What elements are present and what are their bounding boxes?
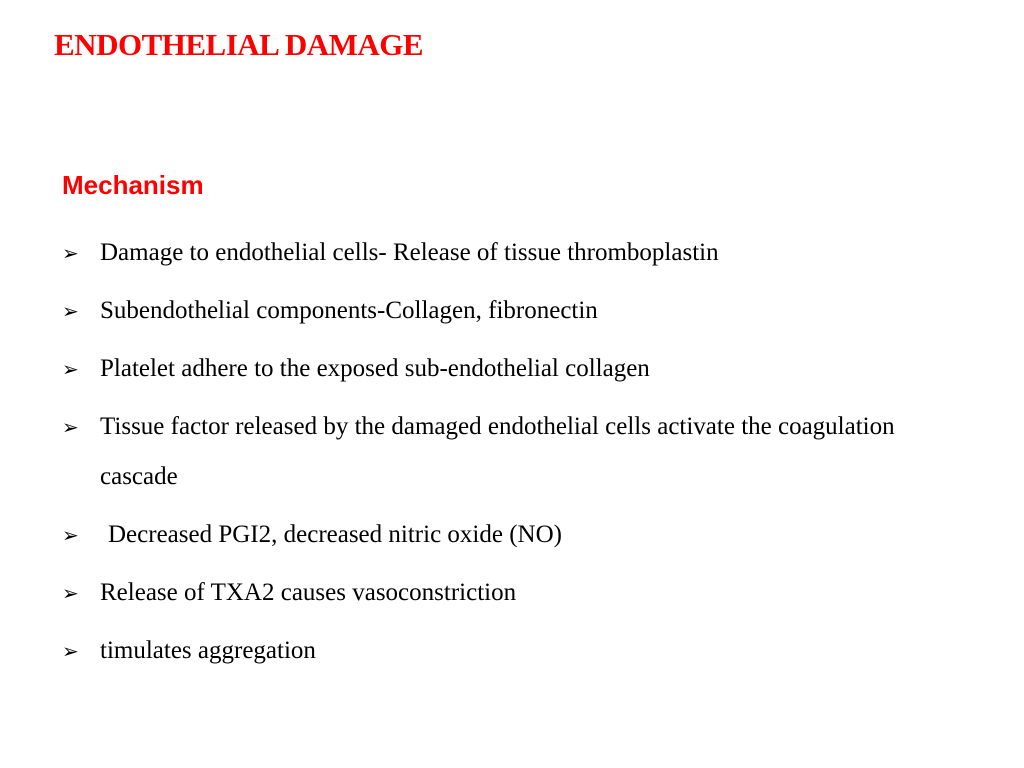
arrow-bullet-icon: ➢ bbox=[62, 581, 79, 605]
section-heading-mechanism: Mechanism bbox=[62, 170, 204, 200]
bullet-text: Subendothelial components-Collagen, fibronectin bbox=[100, 297, 598, 324]
arrow-bullet-icon: ➢ bbox=[62, 523, 79, 547]
bullet-item bbox=[62, 228, 962, 278]
bullet-text: Tissue factor released by the damaged endothelial cells activate the coagulation cascade bbox=[100, 413, 895, 490]
bullet-text: Decreased PGI2, decreased nitric oxide (NO) bbox=[108, 521, 562, 548]
bullet-text: Damage to endothelial cells- Release of tissue thromboplastin bbox=[100, 239, 719, 266]
arrow-bullet-icon: ➢ bbox=[62, 299, 79, 323]
bullet-item bbox=[62, 568, 962, 618]
arrow-bullet-icon: ➢ bbox=[62, 357, 79, 381]
bullet-item bbox=[62, 626, 962, 676]
arrow-bullet-icon: ➢ bbox=[62, 639, 79, 663]
bullet-item bbox=[62, 286, 962, 336]
bullet-item bbox=[62, 402, 962, 502]
bullet-item bbox=[62, 510, 962, 560]
slide-title: ENDOTHELIAL DAMAGE bbox=[54, 27, 424, 62]
bullet-list bbox=[62, 228, 962, 684]
bullet-text: Release of TXA2 causes vasoconstriction bbox=[100, 579, 517, 606]
arrow-bullet-icon: ➢ bbox=[62, 415, 79, 439]
bullet-item bbox=[62, 344, 962, 394]
bullet-text: Platelet adhere to the exposed sub-endothelial collagen bbox=[100, 355, 650, 382]
arrow-bullet-icon: ➢ bbox=[62, 241, 79, 265]
bullet-text: timulates aggregation bbox=[100, 637, 316, 664]
